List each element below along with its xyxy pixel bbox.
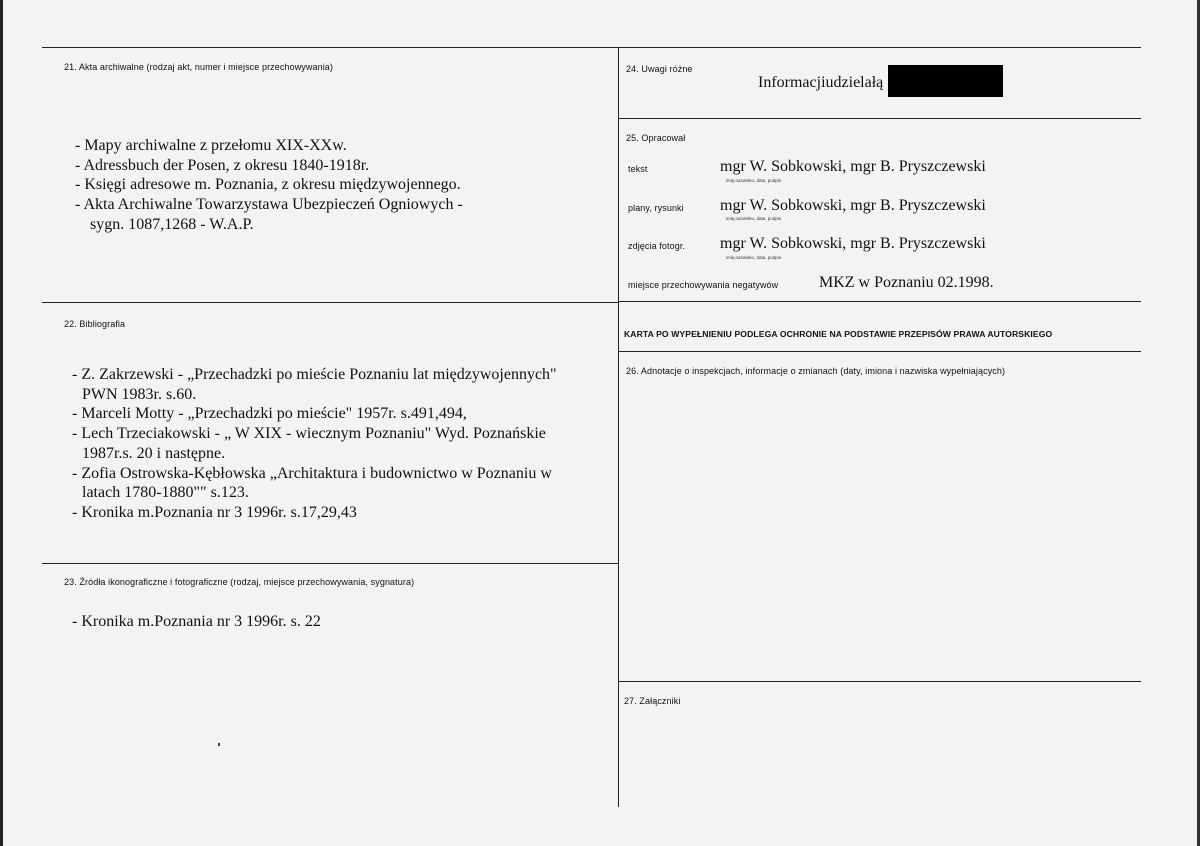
- rule-25-notice: [618, 301, 1141, 302]
- redaction-bar: [888, 65, 1003, 97]
- list-item: - Z. Zakrzewski - „Przechadzki po mieście Poznaniu lat międzywojennych": [72, 366, 557, 383]
- list-item: sygn. 1087,1268 - W.A.P.: [90, 215, 254, 233]
- list-item: - Akta Archiwalne Towarzystawa Ubezpieczeń Ogniowych -: [75, 196, 463, 214]
- list-item: 1987r.s. 20 i następne.: [82, 444, 226, 462]
- list-item: - Lech Trzeciakowski - „ W XIX - wiecznym Poznaniu" Wyd. Poznańskie: [72, 425, 546, 443]
- scan-edge-left: [0, 0, 3, 846]
- list-item: - Księgi adresowe m. Poznania, z okresu międzywojennego.: [75, 176, 461, 194]
- author-photos-caption: imię,nazwisko, data, podpis: [726, 255, 782, 260]
- negatives-value: MKZ w Poznaniu 02.1998.: [819, 274, 994, 291]
- list-item: - Mapy archiwalne z przełomu XIX-XXw.: [75, 137, 347, 154]
- section-22-title: 22. Bibliografia: [64, 319, 126, 329]
- scan-speck: [218, 743, 220, 746]
- author-drawings-label: plany, rysunki: [628, 203, 684, 213]
- author-text-value: mgr W. Sobkowski, mgr B. Pryszczewski: [720, 158, 986, 175]
- remarks-text: Informacjiudzielałą: [758, 74, 884, 91]
- list-item: - Kronika m.Poznania nr 3 1996r. s. 22: [72, 613, 321, 630]
- author-text-label: tekst: [628, 164, 648, 174]
- rule-22-23: [42, 563, 618, 564]
- section-25-title: 25. Opracował: [626, 133, 686, 143]
- list-item: - Marceli Motty - „Przechadzki po mieście" 1957r. s.491,494,: [72, 405, 467, 423]
- top-rule: [42, 47, 1141, 48]
- list-item: - Zofia Ostrowska-Kębłowska „Architaktura i budownictwo w Poznaniu w: [72, 464, 552, 482]
- list-item: - Adressbuch der Posen, z okresu 1840-1918r.: [75, 156, 370, 174]
- section-23-list: [72, 612, 321, 632]
- center-divider: [618, 47, 619, 807]
- author-drawings-value: mgr W. Sobkowski, mgr B. Pryszczewski: [720, 197, 986, 214]
- rule-26-27: [618, 681, 1141, 682]
- section-21-list: [75, 136, 463, 235]
- section-23-title: 23. Źródła ikonograficzne i fotograficzne (rodzaj, miejsce przechowywania, sygnatura): [64, 577, 415, 587]
- author-photos-label: zdjęcia fotogr.: [628, 241, 686, 251]
- copyright-notice: KARTA PO WYPEŁNIENIU PODLEGA OCHRONIE NA PODSTAWIE PRZEPISÓW PRAWA AUTORSKIEGO: [624, 329, 1053, 339]
- author-photos-value: mgr W. Sobkowski, mgr B. Pryszczewski: [720, 235, 986, 252]
- rule-notice-26: [618, 351, 1141, 352]
- section-24-title: 24. Uwagi różne: [626, 64, 693, 74]
- section-22-list: [72, 365, 557, 523]
- list-item: PWN 1983r. s.60.: [82, 385, 197, 403]
- section-21-title: 21. Akta archiwalne (rodzaj akt, numer i miejsce przechowywania): [64, 62, 334, 72]
- author-text-caption: imię,nazwisko, data, podpis: [726, 178, 782, 183]
- section-27-title: 27. Załączniki: [624, 696, 681, 706]
- author-drawings-caption: imię,nazwisko, data, podpis: [726, 216, 782, 221]
- rule-21-22: [42, 302, 618, 303]
- rule-24-25: [618, 118, 1141, 119]
- list-item: latach 1780-1880"" s.123.: [82, 484, 249, 502]
- section-26-title: 26. Adnotacje o inspekcjach, informacje o zmianach (daty, imiona i nazwiska wypełniających): [626, 366, 1006, 376]
- list-item: - Kronika m.Poznania nr 3 1996r. s.17,29,43: [72, 503, 357, 521]
- negatives-label: miejsce przechowywania negatywów: [628, 280, 779, 290]
